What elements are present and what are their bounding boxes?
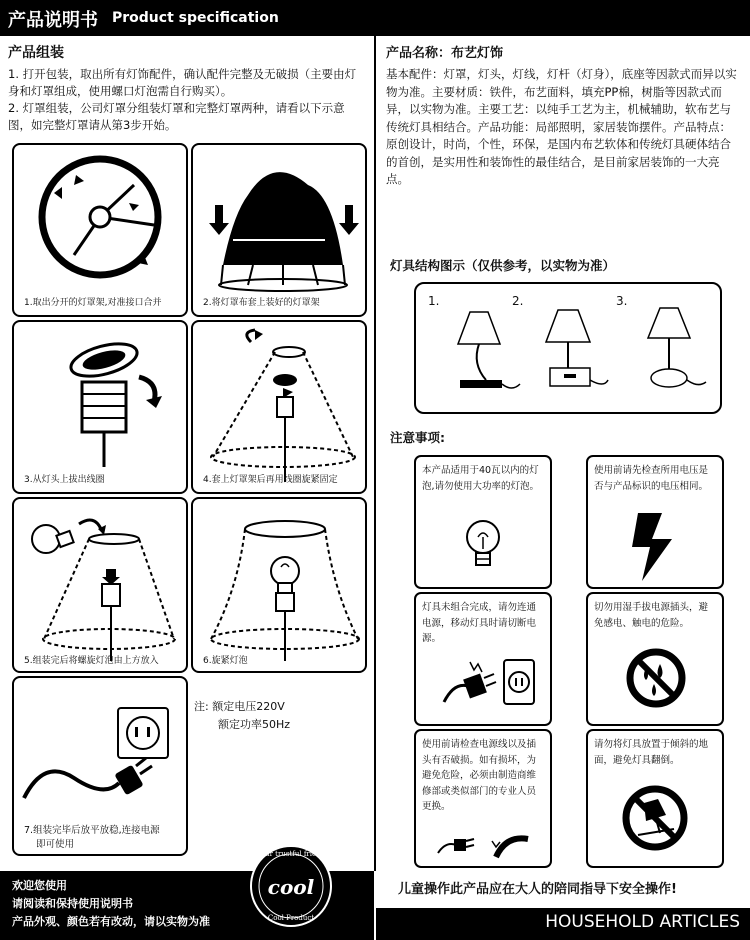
no-tilt-lamp-icon [620, 783, 690, 853]
bulb-tighten-illustration [193, 499, 365, 671]
step-2-caption: 2.将灯罩布套上装好的灯罩架 [203, 298, 320, 308]
structure-label-3: 3. [616, 294, 628, 308]
footer-read-manual: 请阅读和保持使用说明书 [12, 897, 133, 910]
caution-wet-hands-panel [586, 592, 724, 726]
unplugged-plug-icon [440, 652, 540, 714]
structure-title: 灯具结构图示（仅供参考，以实物为准） [390, 258, 616, 273]
product-name-title: 产品名称：布艺灯饰 [386, 46, 504, 61]
cautions-title: 注意事项: [390, 430, 445, 445]
lamp-structure-illustration [416, 284, 720, 412]
shade-cloth-illustration [193, 145, 365, 315]
caution-tilt-panel [586, 729, 724, 868]
step-3-panel [12, 320, 188, 494]
step-7-caption-2: 即可使用 [36, 839, 75, 850]
structure-label-1: 1. [428, 294, 440, 308]
step-1-caption: 1.取出分开的灯罩架,对准接口合并 [24, 298, 162, 308]
caution-voltage-text: 使用前请先检查所用电压是否与产品标识的电压相同。 [594, 465, 709, 492]
structure-label-2: 2. [512, 294, 524, 308]
assembly-para-1: 1. 打开包装，取出所有灯饰配件，确认配件完整及无破损（主要由灯身和灯罩组成，使用螺口灯泡需自行购买）。 [8, 67, 357, 98]
footer-welcome: 欢迎您使用 [12, 879, 67, 892]
step-6-caption: 6.旋紧灯泡 [203, 656, 248, 666]
bulb-insert-illustration [14, 499, 186, 671]
footer-right-bar [376, 908, 750, 940]
step-4-panel [191, 320, 367, 494]
assembly-para-2: 2. 灯罩组装，公司灯罩分组装灯罩和完整灯罩两种，请看以下示意图，如完整灯罩请从第3步开始。 [8, 101, 345, 132]
rated-power-note: 额定功率50Hz [218, 718, 291, 731]
column-divider [374, 36, 376, 871]
step-6-panel [191, 497, 367, 673]
rated-voltage-note: 注: 额定电压220V [194, 700, 285, 713]
damaged-cord-icon [436, 831, 536, 861]
step-5-caption: 5.组装完后将螺旋灯泡由上方放入 [24, 656, 159, 666]
caution-bulb-text: 本产品适用于40瓦以内的灯泡,请勿使用大功率的灯泡。 [422, 465, 540, 492]
shade-fix-illustration [193, 322, 365, 492]
caution-wet-hands-text: 切勿用湿手拔电源插头，避免感电、触电的危险。 [594, 602, 709, 629]
cool-stamp-logo [248, 826, 334, 936]
stamp-bottom-text: Cool Product [267, 914, 315, 922]
step-7-caption: 7.组装完毕后放平放稳,连接电源 [24, 825, 160, 836]
caution-bulb-panel [414, 455, 552, 589]
stamp-brand: cool [267, 875, 315, 899]
household-articles-label: HOUSEHOLD ARTICLES [545, 912, 740, 932]
caution-tilt-text: 请勿将灯具放置于倾斜的地面，避免灯具翻倒。 [594, 739, 709, 766]
step-7-panel [12, 676, 188, 856]
step-5-panel [12, 497, 188, 673]
structure-panel [414, 282, 722, 414]
footer-appearance-note: 产品外观、颜色若有改动，请以实物为准 [12, 915, 210, 928]
caution-cord-panel [414, 729, 552, 868]
step-1-panel [12, 143, 188, 317]
step-4-caption: 4.套上灯罩架后再用线圈旋紧固定 [203, 475, 338, 485]
caution-power-off-panel [414, 592, 552, 726]
no-water-icon [624, 646, 688, 710]
assembly-title: 产品组装 [8, 45, 64, 61]
product-description: 基本配件：灯罩，灯头，灯线，灯杆（灯身），底座等因款式而异以实物为准。主要材质：铁件，布艺面料，填充PP棉，树脂等因款式而异，以实物为准。主要工艺：以纯手工艺为主，机械辅助，软布艺与传统灯具相结合。产品功能：局部照明，家居装饰摆件。产品特点：原创设计，时尚，个性，环保，是国内布艺软体和传统灯具硬体结合的首创，是实用性和装饰性的最佳结合，是目前家居装饰的一大亮点。 [386, 67, 737, 186]
frame-join-illustration [14, 145, 186, 315]
lightbulb-icon [458, 515, 508, 579]
lightning-bolt-icon [628, 511, 684, 583]
caution-cord-text: 使用前请检查电源线以及插头有否破损。如有损坏，为避免危险，必须由制造商维修部或类似部门的专业人员更换。 [422, 739, 537, 812]
caution-voltage-panel [586, 455, 724, 589]
header-title-en: Product specification [112, 10, 279, 26]
socket-ring-illustration [14, 322, 186, 492]
step-3-caption: 3.从灯头上拔出线圈 [24, 475, 105, 485]
step-2-panel [191, 143, 367, 317]
header-title-cn: 产品说明书 [8, 10, 98, 31]
header-bar [0, 0, 750, 36]
children-warning: 儿童操作此产品应在大人的陪同指导下安全操作! [398, 882, 677, 897]
stamp-top-text: Your trustful friend [256, 850, 326, 858]
caution-power-off-text: 灯具未组合完成，请勿连通电源，移动灯具时请切断电源。 [422, 602, 537, 644]
